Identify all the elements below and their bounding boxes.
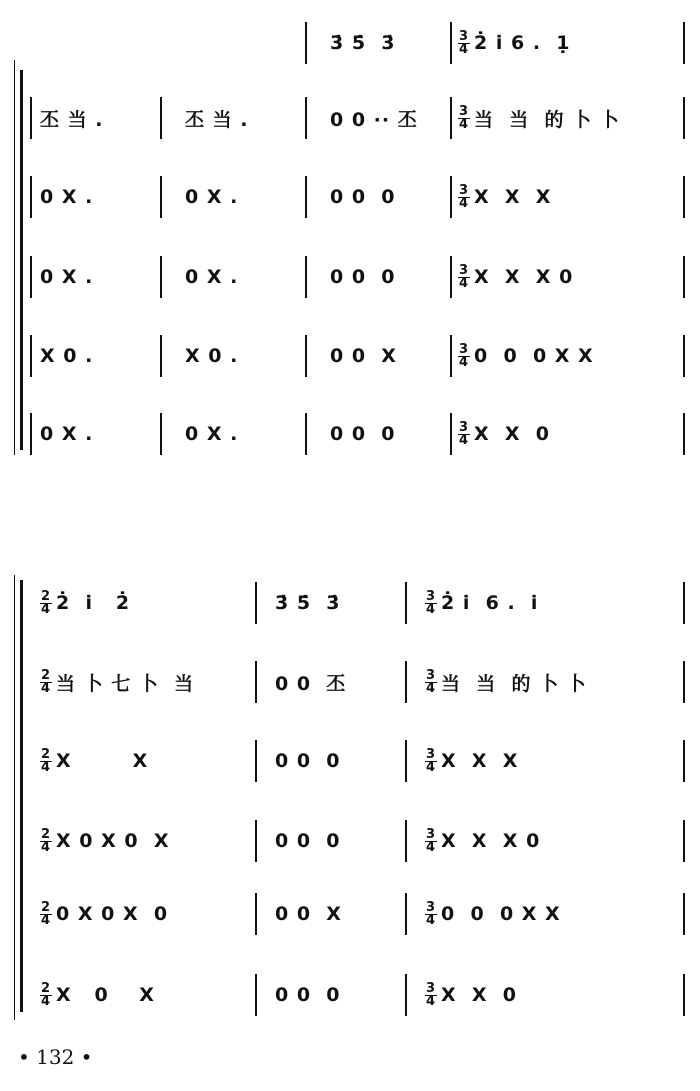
- s2r5-m2: 0 0 X: [275, 903, 342, 925]
- system-1-row-5: [0, 327, 700, 385]
- s2r2-m1: 2 4 当 卜 七 卜 当: [41, 667, 195, 696]
- s1r5-m3: 0 0 X: [330, 345, 397, 367]
- s2r4-m2: 0 0 0: [275, 830, 341, 852]
- s1r2-m1: 丕 当 .: [40, 108, 104, 131]
- s2r1-m3: 3 4 2̇ i̇ 6 . i̇: [426, 588, 539, 617]
- s2r3-m2: 0 0 0: [275, 750, 341, 772]
- s1r5-m4: 3 4 0 0 0 X X: [459, 341, 594, 370]
- s2r2-m3: 3 4 当 当 的 卜 卜: [426, 667, 587, 696]
- system-2-row-1: [0, 574, 700, 632]
- s1r6-m3: 0 0 0: [330, 423, 396, 445]
- s2r2-m2: 0 0 丕: [275, 672, 347, 695]
- system-2-row-4: [0, 812, 700, 870]
- s1r1-m4: 3 4 2̇ i̇ 6 . 1̣: [459, 28, 571, 57]
- s1r4-m4: 3 4 X X X 0: [459, 262, 574, 291]
- s1r2-m4: 3 4 当 当 的 卜 卜: [459, 103, 620, 132]
- s1r6-m2: 0 X .: [185, 423, 239, 445]
- system-1-row-1: [0, 14, 700, 72]
- system-2-row-5: [0, 885, 700, 943]
- s1r4-m3: 0 0 0: [330, 266, 396, 288]
- s2r1-m1: 2 4 2̇ i̇ 2̇: [41, 588, 131, 617]
- s2r6-m2: 0 0 0: [275, 984, 341, 1006]
- s2r3-m3: 3 4 X X X: [426, 746, 519, 775]
- s2r4-m1: 2 4 X 0 X 0 X: [41, 826, 170, 855]
- system-2-bracket-outer: [14, 575, 15, 1020]
- s1r3-m1: 0 X .: [40, 186, 94, 208]
- s1r3-m3: 0 0 0: [330, 186, 396, 208]
- s1r6-m1: 0 X .: [40, 423, 94, 445]
- s1r2-m3: 0 0 ·· 丕: [330, 108, 418, 131]
- time-signature: 3 4: [459, 28, 470, 57]
- system-1-row-2: [0, 89, 700, 147]
- page-number: • 132 •: [18, 1045, 93, 1069]
- system-1-row-3: [0, 168, 700, 226]
- s1r5-m1: X 0 .: [40, 345, 94, 367]
- s1r6-m4: 3 4 X X 0: [459, 419, 551, 448]
- s1r5-m2: X 0 .: [185, 345, 239, 367]
- system-2-row-3: [0, 732, 700, 790]
- s1r1-m3: 3̇ 5̇ 3̇: [330, 32, 396, 54]
- s2r1-m2: 3̇ 5̇ 3̇: [275, 592, 341, 614]
- s2r6-m1: 2 4 X 0 X: [41, 980, 155, 1009]
- s2r3-m1: 2 4 X X: [41, 746, 149, 775]
- s1r4-m1: 0 X .: [40, 266, 94, 288]
- system-1-row-4: [0, 248, 700, 306]
- s2r5-m1: 2 4 0 X 0 X 0: [41, 899, 169, 928]
- s1r2-m2: 丕 当 .: [185, 108, 249, 131]
- s1r3-m2: 0 X .: [185, 186, 239, 208]
- s2r4-m3: 3 4 X X X 0: [426, 826, 541, 855]
- system-2-row-2: [0, 653, 700, 711]
- system-2-row-6: [0, 966, 700, 1024]
- s2r5-m3: 3 4 0 0 0 X X: [426, 899, 561, 928]
- s1r4-m2: 0 X .: [185, 266, 239, 288]
- s2r6-m3: 3 4 X X 0: [426, 980, 518, 1009]
- system-2-bracket: [20, 580, 23, 1012]
- system-1-row-6: [0, 405, 700, 463]
- s1r3-m4: 3 4 X X X: [459, 182, 552, 211]
